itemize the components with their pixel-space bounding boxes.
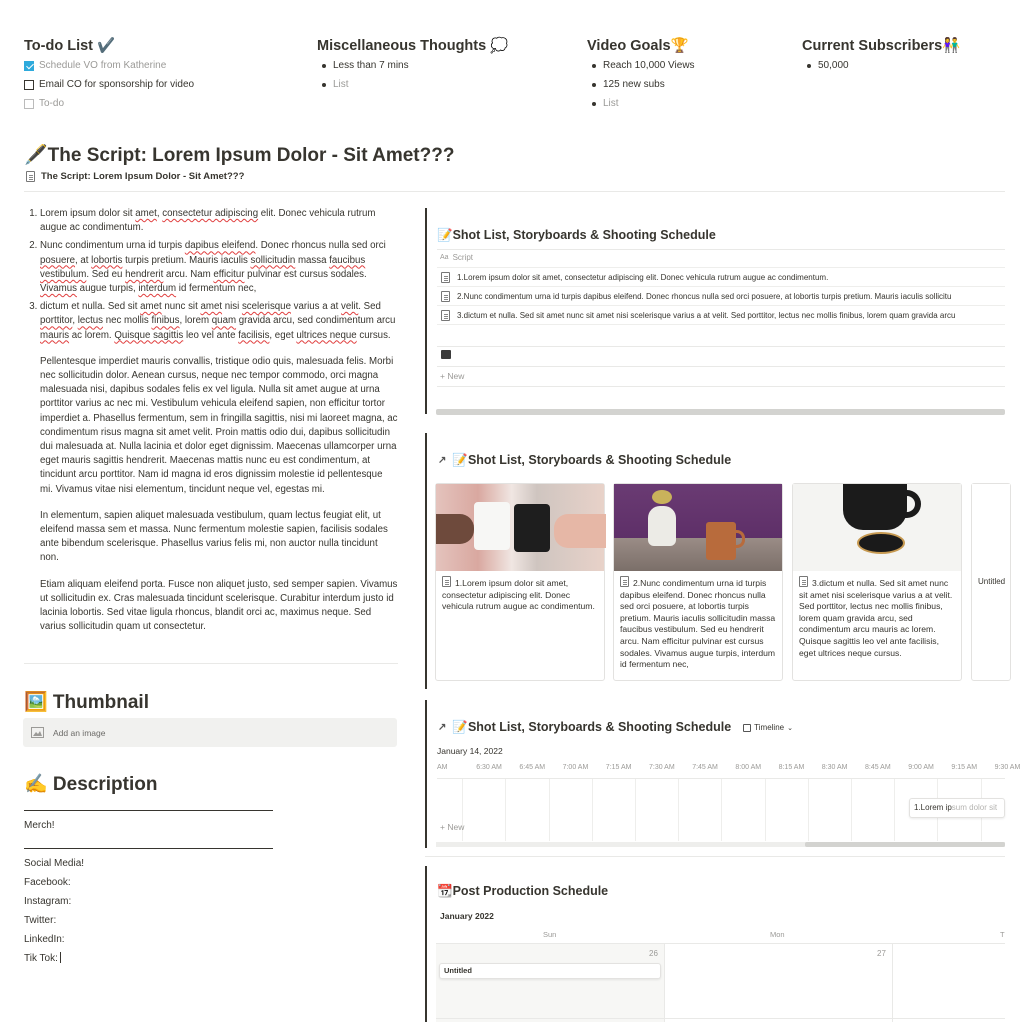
- timeline-scroll-thumb[interactable]: [805, 842, 1005, 847]
- script-page-link[interactable]: [26, 171, 244, 182]
- add-image-button[interactable]: [23, 718, 397, 747]
- text-cursor: [60, 952, 61, 963]
- social-block[interactable]: [24, 854, 84, 968]
- tiktok-line: [24, 949, 84, 968]
- todo-label: Schedule VO from Katherine: [39, 60, 167, 71]
- timeline-item[interactable]: [909, 798, 1005, 818]
- page-icon: [441, 291, 450, 302]
- page-icon: [442, 576, 451, 587]
- link-arrow-icon: ↗: [438, 722, 447, 733]
- script-paragraph: In elementum, sapien aliquet malesuada vestibulum, quam lectus feugiat elit, ut eleifend massa sem et massa. Nunc fermentum molestie sapien, facilisis sodales ante bibendum scelerisque. Phasellus varius felis mi, non auctor nulla tincidunt non.: [40, 509, 388, 564]
- script-item: 1. Lorem ipsum dolor sit amet, consectetur adipiscing elit. Donec vehicula rutrum augue ac condimentum.: [40, 207, 398, 235]
- divider: [437, 778, 1005, 779]
- gallery-title-label: 📝Shot List, Storyboards & Shooting Schedule: [452, 453, 732, 467]
- page-icon: [441, 310, 450, 321]
- column-header-script[interactable]: [440, 253, 473, 262]
- script-body[interactable]: [24, 207, 398, 634]
- view-label: Timeline: [754, 723, 785, 732]
- timeline-gridline: [808, 779, 809, 841]
- copper-mug-image: [614, 484, 782, 571]
- tiktok-label: Tik Tok:: [24, 953, 58, 964]
- calendar-date: 27: [877, 949, 886, 958]
- divider: [24, 663, 398, 664]
- new-row-button[interactable]: + New: [440, 371, 465, 381]
- black-mug: [514, 504, 550, 552]
- view-switcher[interactable]: [743, 723, 793, 732]
- facebook-line: Facebook:: [24, 877, 71, 888]
- table-body: [437, 267, 1005, 325]
- calculator-icon: [441, 350, 451, 359]
- flowers: [652, 490, 672, 504]
- gallery-card[interactable]: [971, 483, 1011, 681]
- timeline-item-label-faded: sum dolor sit: [951, 803, 998, 812]
- timeline-gridline: [635, 779, 636, 841]
- script-item: 2. Nunc condimentum urna id turpis dapibus eleifend. Donec rhoncus nulla sed orci posuere, at lobortis turpis pretium. Mauris iaculis sollicitudin massa faucibus vestibulum. Sed eu hendrerit arcu. Nam efficitur pulvinar est cursus sodales. Vivamus augue turpis, interdum id fermentum nec,: [40, 239, 398, 296]
- merch-line[interactable]: Merch!: [24, 820, 55, 831]
- todo-placeholder: To-do: [39, 98, 65, 109]
- shotlist-title[interactable]: 📝Shot List, Storyboards & Shooting Schedule: [437, 228, 716, 242]
- divider: [437, 366, 1005, 367]
- mug-handle: [735, 530, 745, 548]
- list-item[interactable]: Reach 10,000 Views: [587, 56, 695, 75]
- list-item[interactable]: Less than 7 mins: [317, 56, 409, 75]
- mugs-image: [436, 484, 604, 571]
- timeline-title[interactable]: [438, 720, 793, 735]
- script-paragraph: Etiam aliquam eleifend porta. Fusce non aliquet justo, sed semper sapien. Vivamus ut sollicitudin ex. Cras malesuada tincidunt scelerisque. Curabitur interdum justo id lacinia lobortis. Sed vitae ligula rhoncus, blandit orci ac, maximus neque. Sed varius sollicitudin quam ut consectetur.: [40, 578, 398, 633]
- gallery-card[interactable]: [435, 483, 605, 681]
- goals-list: [587, 56, 695, 113]
- subs-title: Current Subscribers👫: [802, 38, 961, 54]
- timeline-tick: 9:30 AM: [994, 764, 1020, 771]
- script-list: [24, 207, 398, 343]
- row-title: 3.dictum et nulla. Sed sit amet nunc sit amet nisi scelerisque varius a at velit. Sed porttitor, lectus nec mollis finibus, lorem quam gravida arcu: [457, 310, 956, 320]
- timeline-tick: 8:00 AM: [735, 764, 762, 771]
- page-icon: [620, 576, 629, 587]
- block-bar: [425, 866, 427, 1022]
- todo-item[interactable]: [24, 75, 194, 94]
- divider: [437, 346, 1005, 347]
- pen-icon: 🖋️: [24, 145, 48, 166]
- table-row[interactable]: [437, 306, 1005, 325]
- timeline-tick: 8:45 AM: [865, 764, 891, 771]
- todo-label: Email CO for sponsorship for video: [39, 79, 195, 90]
- card-caption: Untitled: [978, 577, 1006, 586]
- calendar-divider: [664, 944, 665, 1022]
- script-title: The Script: Lorem Ipsum Dolor - Sit Amet???: [47, 145, 455, 166]
- timeline-tick: 6:30 AM: [476, 764, 502, 771]
- vase: [648, 506, 676, 546]
- timeline-tick: 7:45 AM: [692, 764, 718, 771]
- add-image-label: Add an image: [53, 727, 106, 738]
- timeline-gridline: [549, 779, 550, 841]
- block-bar: [425, 433, 427, 689]
- divider: [437, 249, 1005, 250]
- todo-title: To-do List ✔️: [24, 38, 116, 54]
- timeline-tick: AM: [437, 764, 448, 771]
- checkbox-checked-icon[interactable]: [24, 61, 34, 71]
- divider: [24, 191, 1005, 192]
- page-icon: [26, 171, 35, 182]
- list-item[interactable]: 125 new subs: [587, 75, 695, 94]
- calendar-event[interactable]: Untitled: [439, 963, 661, 979]
- gallery-title[interactable]: [438, 453, 731, 468]
- timeline-tick: 8:30 AM: [821, 764, 848, 771]
- separator-line: [24, 848, 273, 849]
- weekday-tue: T: [1000, 930, 1005, 939]
- card-caption: [436, 571, 604, 618]
- list-placeholder[interactable]: List: [317, 75, 409, 94]
- list-placeholder[interactable]: List: [587, 94, 695, 113]
- timeline-gridline: [721, 779, 722, 841]
- weekday-sun: Sun: [543, 930, 557, 939]
- timeline-date: January 14, 2022: [437, 746, 503, 756]
- copper-mug: [706, 522, 736, 560]
- charger-mug-image: [793, 484, 961, 571]
- card-text: 3.dictum et nulla. Sed sit amet nunc sit amet nisi scelerisque varius a at velit. Sed porttitor, lectus nec mollis finibus, lorem quam gravida arcu, sed condimentum arcu mauris ac lorem. Quisque sagittis leo vel ante facilisis, eget ultrices neque cursus.: [799, 578, 953, 658]
- white-mug: [474, 502, 510, 550]
- checkbox-icon[interactable]: [24, 80, 34, 90]
- twitter-line: Twitter:: [24, 915, 57, 926]
- timeline-item-label: 1.Lorem ip: [914, 803, 952, 812]
- timeline-tick: 9:15 AM: [951, 764, 978, 771]
- timeline-gridline: [765, 779, 766, 841]
- calendar-day-cell[interactable]: [436, 944, 664, 1022]
- row-title: 1.Lorem ipsum dolor sit amet, consectetur adipiscing elit. Donec vehicula rutrum augue ac condimentum.: [457, 272, 829, 282]
- gallery-card[interactable]: [613, 483, 783, 681]
- hand: [554, 514, 606, 548]
- divider: [425, 856, 1005, 857]
- instagram-line: Instagram:: [24, 896, 72, 907]
- column-header-label: Script: [452, 253, 474, 262]
- row-title: 2.Nunc condimentum urna id turpis dapibus eleifend. Donec rhoncus nulla sed orci posuere, at lobortis turpis pretium. Mauris iaculis sollicitu: [457, 291, 952, 301]
- page-icon: [799, 576, 808, 587]
- script-item: 3. dictum et nulla. Sed sit amet nunc sit amet nisi scelerisque varius a at velit. Sed porttitor, lectus nec mollis finibus, lorem quam gravida arcu, sed condimentum arcu mauris ac lorem. Quisque sagittis leo vel ante facilisis, eget ultrices neque cursus.: [40, 300, 398, 343]
- description-heading: ✍️ Description: [24, 774, 158, 795]
- text-property-icon: Aa: [440, 254, 449, 261]
- timeline-tick: 7:00 AM: [562, 764, 589, 771]
- card-image-empty: [972, 484, 1010, 571]
- weekday-mon: Mon: [770, 930, 785, 939]
- misc-list: [317, 56, 409, 94]
- thumbnail-heading: 🖼️ Thumbnail: [24, 692, 149, 713]
- timeline-title-label: 📝Shot List, Storyboards & Shooting Schedule: [452, 720, 732, 734]
- timeline-view-icon: [743, 724, 751, 732]
- linkedin-line: LinkedIn:: [24, 934, 65, 945]
- todo-item[interactable]: [24, 56, 194, 75]
- table-row[interactable]: [437, 287, 1005, 306]
- timeline-gridline: [505, 779, 506, 841]
- card-text: 2.Nunc condimentum urna id turpis dapibus eleifend. Donec rhoncus nulla sed orci posuere, at lobortis turpis pretium. Mauris iaculis sollicitudin massa faucibus vestibulum. Sed eu hendrerit arcu. Nam efficitur pulvinar est cursus sodales. Vivamus augue turpis, interdum id fermentum nec,: [620, 578, 776, 670]
- card-text: 1.Lorem ipsum dolor sit amet, consectetur adipiscing elit. Donec vehicula rutrum augue ac condimentum.: [442, 578, 595, 612]
- timeline-gridline: [592, 779, 593, 841]
- calendar-month: January 2022: [440, 911, 494, 921]
- checkbox-icon[interactable]: [24, 99, 34, 109]
- timeline-tick: 9:00 AM: [908, 764, 934, 771]
- todo-item[interactable]: [24, 94, 194, 113]
- timeline-tick: 7:30 AM: [649, 764, 675, 771]
- page-link-label: The Script: Lorem Ipsum Dolor - Sit Amet???: [41, 171, 245, 182]
- separator-line: [24, 810, 273, 811]
- black-mug: [843, 484, 907, 530]
- timeline-gridline: [678, 779, 679, 841]
- todo-list: [24, 56, 194, 113]
- chevron-down-icon: ⌄: [787, 724, 793, 732]
- calendar-divider: [892, 944, 893, 1022]
- block-bar: [425, 700, 427, 848]
- calendar-date: 26: [649, 949, 658, 958]
- link-arrow-icon: ↗: [438, 455, 447, 466]
- timeline-tick: 8:15 AM: [778, 764, 805, 771]
- list-item[interactable]: 50,000: [802, 56, 849, 75]
- subs-list: [802, 56, 849, 75]
- timeline-tick: 6:45 AM: [519, 764, 546, 771]
- mug-handle: [905, 490, 921, 518]
- card-caption: [793, 571, 961, 664]
- hand: [436, 514, 474, 544]
- card-caption: [614, 571, 782, 676]
- table-row[interactable]: [437, 268, 1005, 287]
- script-heading: [24, 143, 454, 167]
- divider: [437, 386, 1005, 387]
- charging-coaster: [857, 532, 905, 554]
- horizontal-scrollbar[interactable]: [436, 409, 1005, 415]
- block-bar: [425, 208, 427, 414]
- goals-title: Video Goals🏆: [587, 38, 689, 54]
- social-heading: Social Media!: [24, 858, 85, 869]
- misc-title: Miscellaneous Thoughts 💭: [317, 38, 509, 54]
- script-paragraph: Pellentesque imperdiet mauris convallis, tristique odio quis, malesuada felis. Morbi nec sollicitudin dolor. Aenean cursus, neque nec tempor commodo, orci magna malesuada nisi, dapibus sodales felis ex vel ligula. Nulla sit amet augue at urna porttitor varius ac nec mi. Vestibulum vehicula eleifend sapien, non efficitur tortor imperdiet a. Phasellus fermentum, sem in fringilla sagittis, nisi mi laoreet magna, ac condimentum risus magna sit amet velit. Proin mattis odio dui, dapibus sollicitudin dui malesuada at. Nulla lacinia et dolor eget dignissim. Maecenas ullamcorper urna eget mauris sagittis hendrerit. Maecenas mattis nunc eu est condimentum, at tincidunt arcu porttitor. Nam id magna id eros dignissim molestie id pellentesque mi. Vivamus vitae nisi elementum, tincidunt neque vel, egestas mi.: [40, 355, 398, 495]
- timeline-gridline: [894, 779, 895, 841]
- image-icon: [31, 727, 44, 738]
- timeline-new-button[interactable]: + New: [440, 822, 465, 832]
- page-icon: [441, 272, 450, 283]
- timeline-tick: 7:15 AM: [605, 764, 632, 771]
- post-production-title[interactable]: 📆Post Production Schedule: [437, 884, 609, 898]
- gallery-card[interactable]: [792, 483, 962, 681]
- timeline-gridline: [851, 779, 852, 841]
- divider: [436, 1018, 1005, 1019]
